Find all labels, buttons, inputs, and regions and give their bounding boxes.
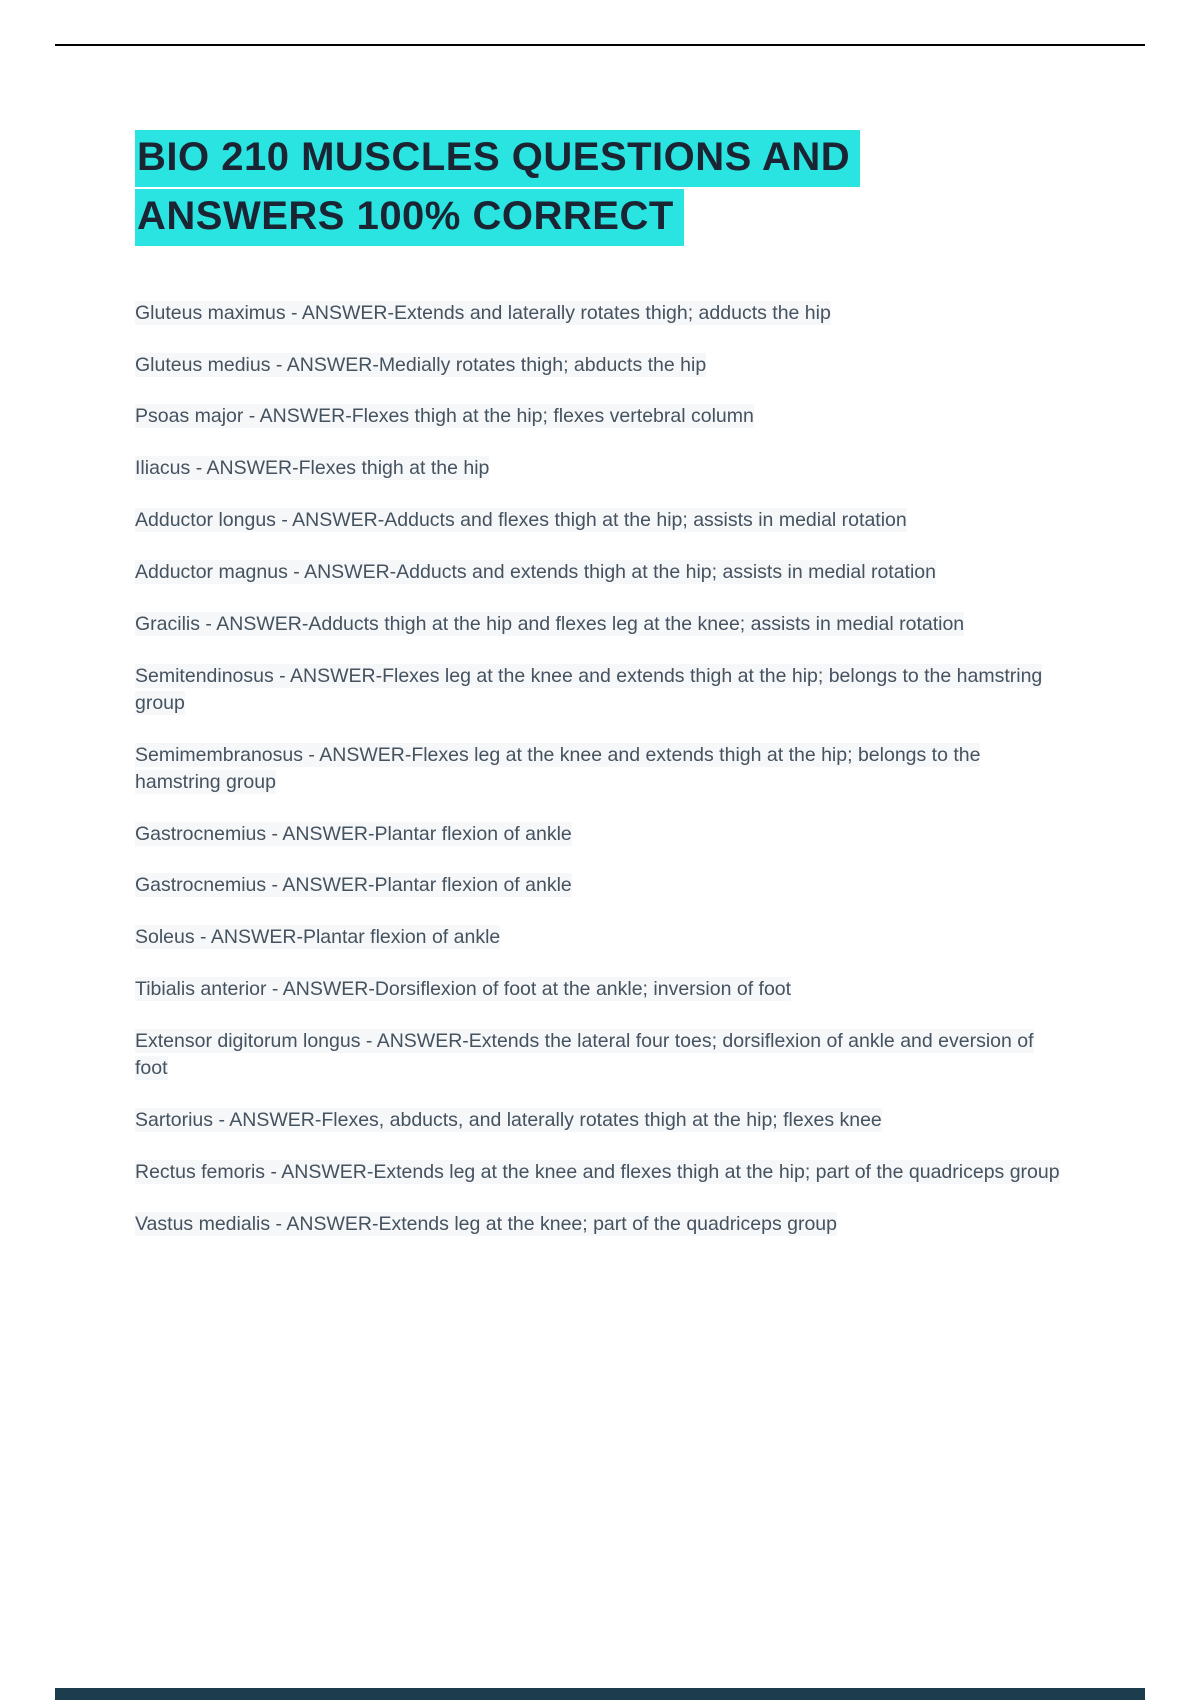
- qa-text: Vastus medialis - ANSWER-Extends leg at the knee; part of the quadriceps group: [135, 1212, 837, 1235]
- qa-item: [135, 352, 1067, 379]
- qa-item: [135, 742, 1067, 796]
- qa-item: [135, 1159, 1067, 1186]
- qa-item: [135, 924, 1067, 951]
- qa-text: Sartorius - ANSWER-Flexes, abducts, and laterally rotates thigh at the hip; flexes knee: [135, 1109, 882, 1131]
- page-title: [135, 130, 1067, 248]
- qa-item: [135, 507, 1067, 534]
- qa-text: Extensor digitorum longus - ANSWER-Extends the lateral four toes; dorsiflexion of ankle and eversion of foot: [135, 1030, 1034, 1080]
- qa-text: Gluteus medius - ANSWER-Medially rotates thigh; abducts the hip: [135, 353, 707, 376]
- qa-text: Adductor longus - ANSWER-Adducts and flexes thigh at the hip; assists in medial rotation: [135, 509, 907, 532]
- page-title-line-2: ANSWERS 100% CORRECT: [135, 189, 684, 246]
- qa-item: [135, 663, 1067, 717]
- qa-item: [135, 300, 1067, 327]
- qa-item: [135, 821, 1067, 848]
- qa-item: [135, 872, 1067, 899]
- qa-item: [135, 1107, 1067, 1134]
- qa-item: [135, 1211, 1067, 1238]
- qa-item: [135, 611, 1067, 638]
- page-title-line-1: BIO 210 MUSCLES QUESTIONS AND: [135, 130, 860, 187]
- qa-text: Psoas major - ANSWER-Flexes thigh at the hip; flexes vertebral column: [135, 405, 754, 428]
- qa-item: [135, 455, 1067, 482]
- qa-text: Gluteus maximus - ANSWER-Extends and laterally rotates thigh; adducts the hip: [135, 301, 831, 324]
- qa-text: Gastrocnemius - ANSWER-Plantar flexion of ankle: [135, 874, 572, 897]
- document-content: [135, 130, 1067, 1263]
- footer-bar: [55, 1688, 1145, 1700]
- qa-item: [135, 976, 1067, 1003]
- qa-text: Semitendinosus - ANSWER-Flexes leg at the knee and extends thigh at the hip; belongs to the hamstring group: [135, 664, 1043, 714]
- qa-text: Semimembranosus - ANSWER-Flexes leg at the knee and extends thigh at the hip; belongs to the hamstring group: [135, 743, 981, 793]
- top-rule: [55, 44, 1145, 46]
- qa-text: Gastrocnemius - ANSWER-Plantar flexion of ankle: [135, 822, 572, 845]
- qa-text: Iliacus - ANSWER-Flexes thigh at the hip: [135, 457, 490, 480]
- qa-text: Rectus femoris - ANSWER-Extends leg at the knee and flexes thigh at the hip; part of the quadriceps group: [135, 1160, 1060, 1183]
- qa-item: [135, 559, 1067, 586]
- qa-text: Tibialis anterior - ANSWER-Dorsiflexion of foot at the ankle; inversion of foot: [135, 978, 792, 1001]
- qa-text: Gracilis - ANSWER-Adducts thigh at the hip and flexes leg at the knee; assists in medial rotation: [135, 613, 965, 636]
- qa-text: Adductor magnus - ANSWER-Adducts and extends thigh at the hip; assists in medial rotation: [135, 561, 936, 584]
- qa-text: Soleus - ANSWER-Plantar flexion of ankle: [135, 926, 501, 949]
- qa-item: [135, 403, 1067, 430]
- qa-item: [135, 1028, 1067, 1082]
